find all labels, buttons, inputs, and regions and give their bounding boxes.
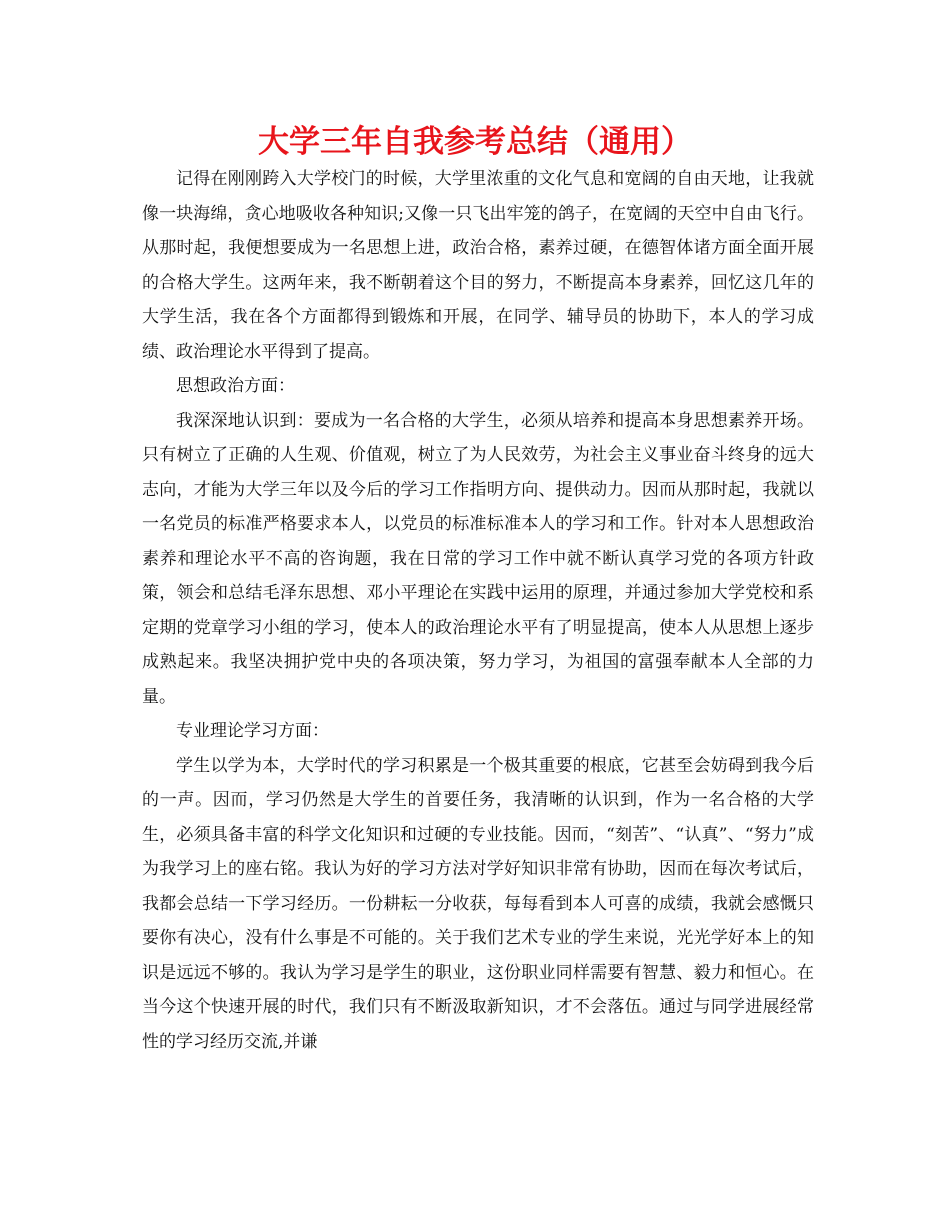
section-heading-study: 专业理论学习方面： [176,721,329,741]
section-heading-ideology: 思想政治方面： [176,376,295,396]
paragraph-ideology: 我深深地认识到：要成为一名合格的大学生，必须从培养和提高本身思想素养开场。只有树立了正确的人生观、价值观，树立了为人民效劳，为社会主义事业奋斗终身的远大志向，才能为大学三年以及今后的学习工作指明方向、提供动力。因而从那时起，我就以一名党员的标准严格要求本人，以党员的标准标准本人的学习和工作。针对本人思想政治素养和理论水平不高的咨询题，我在日常的学习工作中就不断认真学习党的各项方针政策，领会和总结毛泽东思想、邓小平理论在实践中运用的原理，并通过参加大学党校和系定期的党章学习小组的学习，使本人的政治理论水平有了明显提高，使本人从思想上逐步成熟起来。我坚决拥护党中央的各项决策，努力学习，为祖国的富强奉献本人全部的力量。 [142,410,814,707]
paragraph-intro: 记得在刚刚跨入大学校门的时候，大学里浓重的文化气息和宽阔的自由天地，让我就像一块海绵，贪心地吸收各种知识;又像一只飞出牢笼的鸽子，在宽阔的天空中自由飞行。从那时起，我便想要成为一名思想上进，政治合格，素养过硬，在德智体诸方面全面开展的合格大学生。这两年来，我不断朝着这个目的努力，不断提高本身素养，回忆这几年的大学生活，我在各个方面都得到锻炼和开展，在同学、辅导员的协助下，本人的学习成绩、政治理论水平得到了提高。 [142,169,814,362]
document-title: 大学三年自我参考总结（通用） [258,124,692,160]
document-body [142,162,814,1059]
paragraph-study: 学生以学为本，大学时代的学习积累是一个极其重要的根底，它甚至会妨碍到我今后的一声。因而，学习仍然是大学生的首要任务，我清晰的认识到，作为一名合格的大学生，必须具备丰富的科学文化知识和过硬的专业技能。因而，“刻苦”、“认真”、“努力”成为我学习上的座右铭。我认为好的学习方法对学好知识非常有协助，因而在每次考试后，我都会总结一下学习经历。一份耕耘一分收获，每每看到本人可喜的成绩，我就会感慨只要你有决心，没有什么事是不可能的。关于我们艺术专业的学生来说，光光学好本上的知识是远远不够的。我认为学习是学生的职业，这份职业同样需要有智慧、毅力和恒心。在当今这个快速开展的时代，我们只有不断汲取新知识，才不会落伍。通过与同学进展经常性的学习经历交流,并谦 [142,755,814,1052]
